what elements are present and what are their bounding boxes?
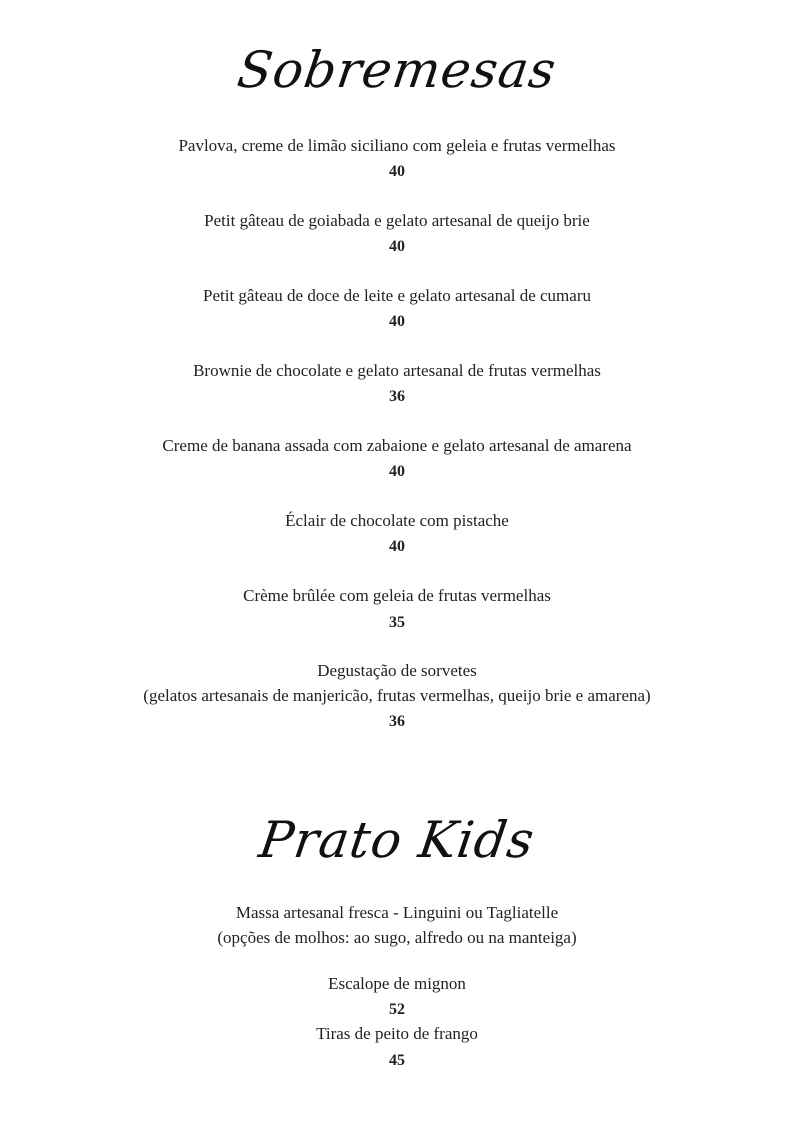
dessert-item-price: 40 bbox=[389, 238, 405, 255]
dessert-item-name: Crème brûlée com geleia de frutas vermelhas bbox=[243, 586, 551, 605]
dessert-item-price: 40 bbox=[389, 463, 405, 480]
kids-item-name: Massa artesanal fresca - Linguini ou Tagliatelle bbox=[235, 903, 559, 922]
dessert-item-name: Creme de banana assada com zabaione e gelato artesanal de amarena bbox=[162, 436, 632, 455]
dessert-item-name: Degustação de sorvetes bbox=[317, 661, 477, 680]
section-title-sobremesas: Sobremesas bbox=[233, 41, 561, 99]
kids-item-name: Escalope de mignon bbox=[328, 974, 466, 993]
dessert-item-price: 36 bbox=[389, 388, 405, 405]
dessert-item-description: (gelatos artesanais de manjericão, frutas vermelhas, queijo brie e amarena) bbox=[143, 686, 651, 705]
kids-item-price: 52 bbox=[389, 1001, 405, 1018]
dessert-item-name: Petit gâteau de goiabada e gelato artesanal de queijo brie bbox=[204, 211, 590, 230]
dessert-item-name: Pavlova, creme de limão siciliano com geleia e frutas vermelhas bbox=[178, 136, 616, 155]
dessert-item-price: 40 bbox=[389, 163, 405, 180]
dessert-item-price: 40 bbox=[389, 538, 405, 555]
dessert-item-name: Petit gâteau de doce de leite e gelato artesanal de cumaru bbox=[203, 286, 591, 305]
dessert-item-price: 36 bbox=[389, 713, 405, 730]
kids-item-name: Tiras de peito de frango bbox=[316, 1024, 478, 1043]
section-title-prato-kids: Prato Kids bbox=[255, 811, 539, 869]
kids-item-description: (opções de molhos: ao sugo, alfredo ou na manteiga) bbox=[217, 928, 577, 947]
dessert-item-name: Éclair de chocolate com pistache bbox=[285, 511, 509, 530]
dessert-item-name: Brownie de chocolate e gelato artesanal de frutas vermelhas bbox=[193, 361, 601, 380]
dessert-item-price: 35 bbox=[389, 614, 405, 631]
dessert-item-price: 40 bbox=[389, 313, 405, 330]
kids-item-price: 45 bbox=[389, 1052, 405, 1069]
